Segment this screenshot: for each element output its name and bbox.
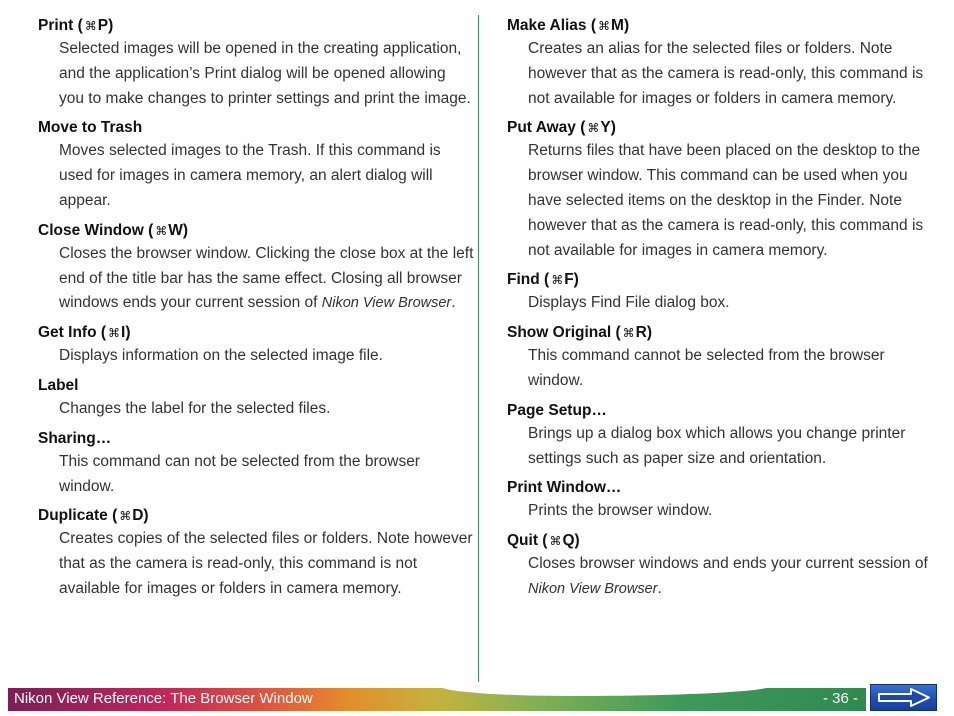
entry-description: Closes browser windows and ends your current session of Nikon View Browser.: [528, 555, 928, 597]
entry-title: Show Original ( ⌘R): [507, 322, 937, 344]
command-key-icon: ⌘: [119, 509, 132, 524]
entry-title: Find ( ⌘F): [507, 269, 937, 291]
entry-sharing: [38, 428, 474, 500]
entry-description: Creates an alias for the selected files or folders. Note however that as the camera is read-only, this command is not available for images or folders in camera memory.: [528, 40, 924, 107]
entry-title: Quit ( ⌘Q): [507, 530, 937, 552]
product-name: Nikon View Browser: [528, 580, 658, 597]
entry-title: Sharing…: [38, 429, 112, 447]
entry-title: Close Window ( ⌘W): [38, 220, 474, 242]
entry-description: Displays information on the selected image file.: [59, 347, 383, 365]
command-key-icon: ⌘: [551, 273, 564, 288]
entry-description: Moves selected images to the Trash. If this command is used for images in camera memory, an alert dialog will appear.: [59, 142, 441, 209]
command-key-icon: ⌘: [598, 19, 611, 33]
entry-label: [38, 375, 474, 422]
product-name: Nikon View Browser: [321, 295, 452, 312]
entry-title: Duplicate ( ⌘D): [38, 505, 474, 527]
entry-description: Creates copies of the selected files or folders. Note however that as the camera is read-only, this command is not available for images or folders in camera memory.: [59, 530, 473, 597]
entry-find: [507, 269, 937, 316]
right-column: [507, 15, 937, 608]
entry-description: This command cannot be selected from the browser window.: [528, 347, 885, 389]
entry-description: This command can not be selected from the browser window.: [59, 452, 420, 495]
entry-title: Put Away ( ⌘Y): [507, 117, 937, 139]
entry-title: Label: [38, 376, 79, 394]
command-key-icon: ⌘: [84, 19, 97, 33]
entry-show-original: [507, 322, 937, 394]
command-key-icon: ⌘: [108, 326, 121, 341]
command-key-icon: ⌘: [549, 534, 562, 549]
footer-title: Nikon View Reference: The Browser Window: [14, 690, 313, 707]
entry-quit: [507, 530, 937, 602]
entry-get-info: [38, 322, 474, 369]
entry-description: Brings up a dialog box which allows you change printer settings such as paper size and orientation.: [528, 424, 906, 467]
entry-move-to-trash: [38, 117, 474, 213]
entry-duplicate: [38, 505, 474, 601]
entry-title: Print Window…: [507, 479, 622, 497]
page-number: - 36 -: [822, 690, 858, 707]
entry-title: Print ( ⌘P): [38, 15, 474, 37]
command-key-icon: ⌘: [622, 326, 635, 341]
entry-print-window: [507, 477, 937, 524]
command-key-icon: ⌘: [155, 223, 168, 238]
entry-title: Page Setup…: [507, 401, 607, 419]
next-page-button[interactable]: [870, 684, 937, 711]
column-divider: [478, 15, 479, 682]
entry-description: Displays Find File dialog box.: [528, 294, 730, 312]
entry-close-window: [38, 220, 474, 316]
entry-description: Returns files that have been placed on the desktop to the browser window. This command can be used when you have selected items on the desktop in the Finder. Note however that as the camera is read-only, this command is not available for images in camera memory.: [528, 142, 924, 259]
entry-description: Closes the browser window. Clicking the close box at the left end of the title bar has the same effect. Closing all browser windows ends your current session of Nikon View Browser.: [59, 244, 474, 312]
left-column: [38, 15, 474, 608]
entry-description: Changes the label for the selected files.: [59, 399, 331, 417]
entry-description: Selected images will be opened in the creating application, and the application’s Print dialog will be opened allowing you to make changes to printer settings and print the image.: [59, 40, 471, 107]
entry-put-away: [507, 117, 937, 263]
right-arrow-icon: [871, 685, 936, 710]
entry-title: Make Alias ( ⌘M): [507, 15, 937, 37]
command-key-icon: ⌘: [587, 121, 600, 136]
entry-page-setup: [507, 400, 937, 472]
entry-title: Get Info ( ⌘I): [38, 322, 474, 344]
entry-description: Prints the browser window.: [528, 502, 713, 520]
entry-title: Move to Trash: [38, 119, 143, 137]
entry-make-alias: [507, 15, 937, 111]
entry-print: [38, 15, 474, 111]
